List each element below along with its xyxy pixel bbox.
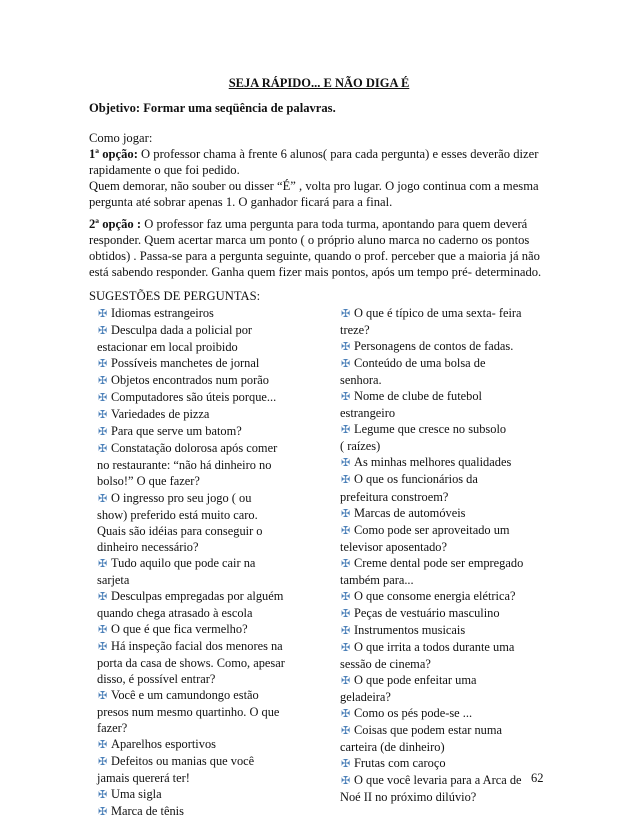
suggestion-text: Frutas com caroço — [354, 756, 446, 771]
suggestion-item — [97, 736, 337, 753]
suggestion-continuation: disso, é possível entrar? — [97, 672, 216, 687]
cross-bullet-icon: ✠ — [341, 391, 351, 404]
suggestion-continuation: senhora. — [340, 373, 382, 388]
suggestions-heading: SUGESTÕES DE PERGUNTAS: — [89, 289, 261, 303]
suggestion-item — [97, 490, 337, 555]
cross-bullet-icon: ✠ — [341, 524, 351, 537]
cross-bullet-icon: ✠ — [98, 623, 108, 636]
cross-bullet-icon: ✠ — [341, 457, 351, 470]
suggestion-item — [340, 522, 570, 555]
suggestion-continuation: sarjeta — [97, 572, 130, 587]
suggestion-text: Desculpa dada a policial por — [111, 323, 253, 338]
suggestion-text: Defeitos ou manias que você — [111, 754, 255, 769]
suggestion-continuation: ( raízes) — [340, 439, 381, 454]
suggestion-continuation: carteira (de dinheiro) — [340, 740, 445, 755]
suggestion-continuation: sessão de cinema? — [340, 656, 431, 671]
suggestion-text: Desculpas empregadas por alguém — [111, 588, 284, 603]
suggestion-text: Computadores são úteis porque... — [111, 390, 277, 405]
suggestion-item — [340, 388, 570, 421]
suggestion-item — [340, 705, 570, 722]
suggestion-text: Variedades de pizza — [111, 407, 210, 422]
suggestion-text: O que irrita a todos durante uma — [354, 639, 515, 654]
suggestion-item — [97, 355, 337, 372]
suggestion-item — [97, 555, 337, 588]
suggestion-item — [340, 305, 570, 338]
option2-line2: responder. Quem acertar marca um ponto ( o próprio aluno marca no caderno os pontos — [89, 233, 530, 247]
suggestion-text: O que é típico de uma sexta- feira — [354, 306, 522, 320]
cross-bullet-icon: ✠ — [98, 325, 108, 338]
cross-bullet-icon: ✠ — [341, 358, 351, 371]
suggestion-item — [97, 423, 337, 440]
suggestion-item — [340, 555, 570, 588]
cross-bullet-icon: ✠ — [98, 789, 108, 802]
option2-label: 2ª opção : — [89, 217, 142, 231]
cross-bullet-icon: ✠ — [341, 708, 351, 721]
suggestion-item — [340, 338, 570, 355]
suggestion-text: Instrumentos musicais — [354, 622, 466, 637]
suggestion-item — [97, 588, 337, 621]
suggestion-continuation: show) preferido está muito caro. — [97, 507, 258, 522]
suggestions-left-column — [97, 305, 337, 820]
cross-bullet-icon: ✠ — [341, 424, 351, 437]
suggestion-item — [97, 440, 337, 489]
suggestion-text: Legume que cresce no subsolo — [354, 422, 507, 437]
cross-bullet-icon: ✠ — [98, 443, 108, 456]
suggestion-item — [340, 639, 570, 672]
suggestion-continuation: presos num mesmo quartinho. O que — [97, 705, 280, 720]
suggestion-item — [340, 454, 570, 471]
suggestion-continuation: dinheiro necessário? — [97, 539, 199, 554]
suggestion-item — [97, 687, 337, 736]
suggestion-text: O que você levaria para a Arca de — [354, 773, 522, 788]
cross-bullet-icon: ✠ — [98, 392, 108, 405]
suggestion-text: Há inspeção facial dos menores na — [111, 638, 283, 653]
suggestion-continuation: também para... — [340, 572, 414, 587]
cross-bullet-icon: ✠ — [98, 557, 108, 570]
suggestion-text: Idiomas estrangeiros — [111, 306, 214, 320]
option2-line1 — [89, 217, 527, 232]
option2-line3: obtidos) . Passa-se para a pergunta seguinte, quando o prof. perceber que a maioria já não — [89, 249, 540, 263]
suggestion-item — [340, 421, 570, 454]
suggestion-item — [340, 672, 570, 705]
suggestion-text: Aparelhos esportivos — [111, 737, 216, 752]
cross-bullet-icon: ✠ — [98, 590, 108, 603]
cross-bullet-icon: ✠ — [341, 758, 351, 771]
suggestion-item — [340, 355, 570, 388]
suggestion-text: O que consome energia elétrica? — [354, 588, 516, 603]
suggestion-item — [97, 803, 337, 820]
suggestion-text: Uma sigla — [111, 787, 162, 802]
suggestion-text: Como os pés pode-se ... — [354, 706, 473, 721]
cross-bullet-icon: ✠ — [98, 358, 108, 371]
suggestion-text: Como pode ser aproveitado um — [354, 522, 510, 537]
cross-bullet-icon: ✠ — [341, 725, 351, 738]
option1-line4: pergunta até sobrar apenas 1. O ganhador ficará para a final. — [89, 195, 393, 209]
suggestion-text: Coisas que podem estar numa — [354, 723, 502, 738]
suggestion-text: Marcas de automóveis — [354, 505, 466, 520]
cross-bullet-icon: ✠ — [341, 557, 351, 570]
suggestion-text: O que é que fica vermelho? — [111, 621, 248, 636]
cross-bullet-icon: ✠ — [98, 426, 108, 439]
cross-bullet-icon: ✠ — [98, 640, 108, 653]
cross-bullet-icon: ✠ — [98, 409, 108, 422]
suggestion-continuation: fazer? — [97, 721, 128, 736]
suggestion-item — [340, 505, 570, 522]
suggestion-item — [97, 621, 337, 638]
page-title: SEJA RÁPIDO... E NÃO DIGA É — [228, 76, 410, 90]
cross-bullet-icon: ✠ — [341, 474, 351, 487]
suggestion-continuation: Quais são idéias para conseguir o — [97, 523, 263, 538]
suggestion-text: Peças de vestuário masculino — [354, 605, 500, 620]
suggestion-continuation: geladeira? — [340, 690, 391, 705]
suggestion-item — [97, 372, 337, 389]
suggestion-text: Para que serve um batom? — [111, 424, 242, 439]
cross-bullet-icon: ✠ — [98, 690, 108, 703]
suggestion-text: O que os funcionários da — [354, 472, 478, 487]
suggestion-text: Nome de clube de futebol — [354, 389, 482, 404]
suggestion-item — [97, 753, 337, 786]
suggestion-item — [340, 605, 570, 622]
suggestion-continuation: jamais quererá ter! — [97, 771, 190, 786]
suggestion-continuation: estrangeiro — [340, 406, 396, 421]
suggestion-item — [340, 471, 570, 504]
suggestion-continuation: prefeitura constroem? — [340, 489, 449, 504]
page-number: 62 — [531, 771, 544, 785]
suggestion-continuation: televisor aposentado? — [340, 539, 448, 554]
option1-line2: rapidamente o que foi pedido. — [89, 163, 240, 177]
suggestion-text: O ingresso pro seu jogo ( ou — [111, 490, 252, 505]
option2-line4: está sabendo responder. Ganha quem fizer mais pontos, após um tempo pré- determinado. — [89, 265, 542, 279]
cross-bullet-icon: ✠ — [341, 775, 351, 788]
suggestion-continuation: porta da casa de shows. Como, apesar — [97, 655, 285, 670]
suggestion-text: Objetos encontrados num porão — [111, 373, 269, 388]
option1-line1 — [89, 147, 538, 162]
suggestion-continuation: treze? — [340, 323, 370, 338]
suggestions-right-column — [340, 305, 570, 805]
suggestion-item — [340, 622, 570, 639]
suggestion-text: Personagens de contos de fadas. — [354, 339, 514, 354]
suggestion-text: Possíveis manchetes de jornal — [111, 356, 260, 371]
cross-bullet-icon: ✠ — [98, 756, 108, 769]
suggestion-text: Tudo aquilo que pode cair na — [111, 555, 256, 570]
suggestion-text: O que pode enfeitar uma — [354, 673, 477, 688]
cross-bullet-icon: ✠ — [341, 590, 351, 603]
option1-text: O professor chama à frente 6 alunos( para cada pergunta) e esses deverão dizer — [137, 147, 539, 161]
cross-bullet-icon: ✠ — [341, 624, 351, 637]
option2-text: O professor faz uma pergunta para toda turma, apontando para quem deverá — [141, 217, 528, 231]
suggestion-item — [97, 322, 337, 355]
suggestion-continuation: no restaurante: “não há dinheiro no — [97, 458, 272, 473]
cross-bullet-icon: ✠ — [341, 675, 351, 688]
cross-bullet-icon: ✠ — [98, 739, 108, 752]
cross-bullet-icon: ✠ — [98, 806, 108, 819]
suggestion-text: Creme dental pode ser empregado — [354, 555, 524, 570]
suggestion-continuation: estacionar em local proibido — [97, 340, 238, 355]
suggestion-item — [97, 638, 337, 687]
suggestion-item — [97, 389, 337, 406]
how-to-play-label: Como jogar: — [89, 131, 153, 145]
suggestion-item — [97, 305, 337, 322]
cross-bullet-icon: ✠ — [98, 308, 108, 320]
option1-label: 1ª opção: — [89, 147, 138, 161]
suggestion-continuation: quando chega atrasado à escola — [97, 605, 253, 620]
suggestion-text: Conteúdo de uma bolsa de — [354, 356, 486, 371]
suggestion-item — [97, 406, 337, 423]
cross-bullet-icon: ✠ — [98, 492, 108, 505]
suggestion-item — [340, 722, 570, 755]
suggestion-text: Você e um camundongo estão — [111, 688, 259, 703]
option1-line3: Quem demorar, não souber ou disser “É” , volta pro lugar. O jogo continua com a mesma — [89, 179, 539, 193]
cross-bullet-icon: ✠ — [98, 375, 108, 388]
suggestion-item — [340, 588, 570, 605]
suggestion-text: Constatação dolorosa após comer — [111, 441, 278, 456]
cross-bullet-icon: ✠ — [341, 341, 351, 354]
cross-bullet-icon: ✠ — [341, 308, 351, 320]
suggestion-item — [340, 755, 570, 772]
cross-bullet-icon: ✠ — [341, 641, 351, 654]
suggestion-text: As minhas melhores qualidades — [354, 455, 512, 470]
suggestion-continuation: bolso!” O que fazer? — [97, 474, 200, 489]
cross-bullet-icon: ✠ — [341, 507, 351, 520]
objective: Objetivo: Formar uma seqüência de palavras. — [89, 101, 336, 115]
suggestion-item — [97, 786, 337, 803]
suggestion-text: Marca de tênis — [111, 804, 184, 819]
cross-bullet-icon: ✠ — [341, 607, 351, 620]
suggestion-continuation: Noé II no próximo dilúvio? — [340, 790, 477, 805]
